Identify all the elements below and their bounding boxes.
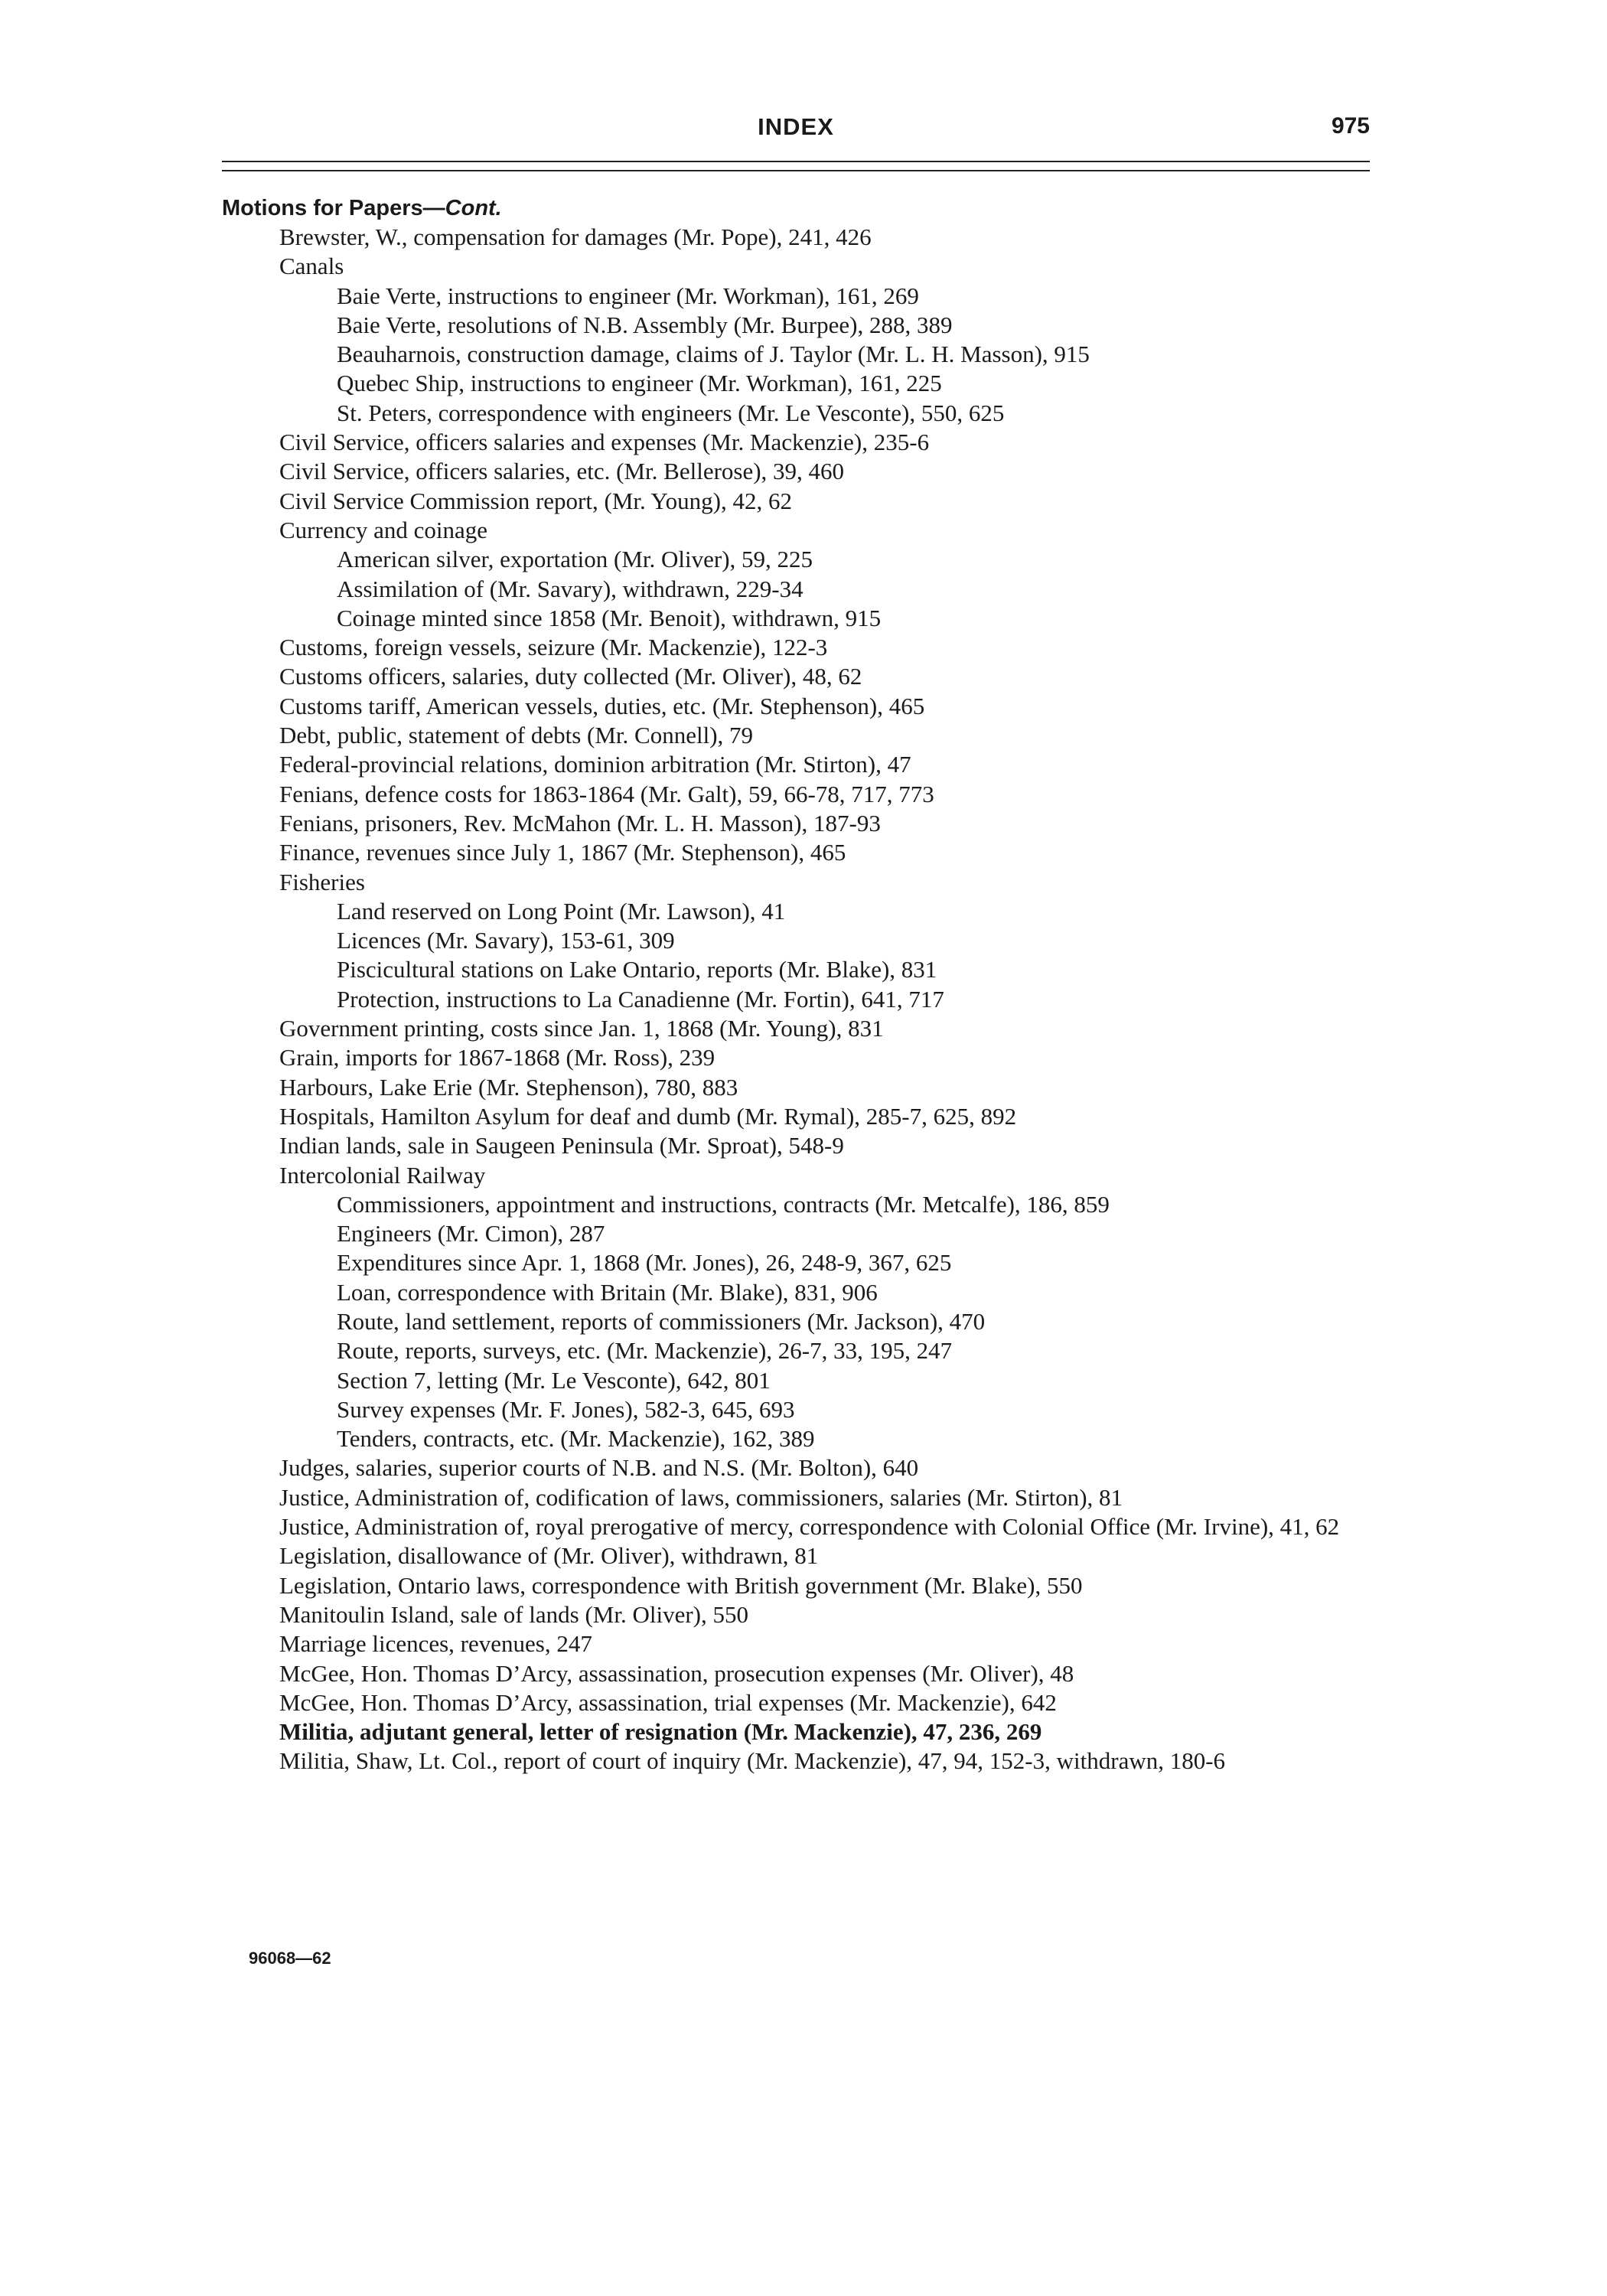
index-entry: Fisheries (279, 868, 365, 895)
index-entry: Justice, Administration of, codification of laws, commissioners, salaries (Mr. Stirton), 81 (279, 1483, 1123, 1511)
index-entry: St. Peters, correspondence with engineers (Mr. Le Vesconte), 550, 625 (337, 399, 1005, 426)
index-entry: Manitoulin Island, sale of lands (Mr. Oliver), 550 (279, 1600, 749, 1628)
index-entry: Justice, Administration of, royal prerogative of mercy, correspondence with Colonial Office (Mr. Irvine), 41, 62 (279, 1513, 1340, 1541)
index-entry: Federal-provincial relations, dominion arbitration (Mr. Stirton), 47 (279, 751, 911, 778)
index-entry: Route, land settlement, reports of commissioners (Mr. Jackson), 470 (337, 1307, 986, 1335)
index-entry: Baie Verte, resolutions of N.B. Assembly (Mr. Burpee), 288, 389 (337, 311, 953, 338)
index-entry: Quebec Ship, instructions to engineer (Mr. Workman), 161, 225 (337, 370, 942, 397)
index-entry: Loan, correspondence with Britain (Mr. Blake), 831, 906 (337, 1278, 878, 1306)
index-entry: Civil Service, officers salaries, etc. (Mr. Bellerose), 39, 460 (279, 458, 845, 485)
index-entry: Hospitals, Hamilton Asylum for deaf and dumb (Mr. Rymal), 285-7, 625, 892 (279, 1102, 1017, 1130)
index-entry: Customs officers, salaries, duty collected (Mr. Oliver), 48, 62 (279, 663, 862, 690)
page-number: 975 (1331, 113, 1370, 139)
index-entry: Currency and coinage (279, 516, 487, 543)
index-entry: American silver, exportation (Mr. Oliver), 59, 225 (337, 546, 813, 573)
printer-code: 96068—62 (249, 1949, 331, 1968)
index-entry: Tenders, contracts, etc. (Mr. Mackenzie), 162, 389 (337, 1425, 815, 1453)
index-entry: Fenians, defence costs for 1863-1864 (Mr. Galt), 59, 66-78, 717, 773 (279, 780, 934, 807)
index-entry: Customs tariff, American vessels, duties, etc. (Mr. Stephenson), 465 (279, 692, 925, 719)
section-heading (222, 194, 1370, 223)
index-entry: Beauharnois, construction damage, claims of J. Taylor (Mr. L. H. Masson), 915 (337, 341, 1090, 368)
index-entry: Militia, Shaw, Lt. Col., report of court of inquiry (Mr. Mackenzie), 47, 94, 152-3, withdrawn, 180-6 (279, 1747, 1226, 1775)
index-entry: Grain, imports for 1867-1868 (Mr. Ross), 239 (279, 1044, 715, 1071)
header-rule-top (222, 161, 1370, 162)
index-entry: Land reserved on Long Point (Mr. Lawson), 41 (337, 897, 786, 925)
index-entry: Brewster, W., compensation for damages (Mr. Pope), 241, 426 (279, 223, 872, 250)
index-entries (222, 194, 1370, 1776)
entry-list (222, 223, 1370, 1776)
index-entry: Piscicultural stations on Lake Ontario, reports (Mr. Blake), 831 (337, 956, 937, 983)
index-entry: Harbours, Lake Erie (Mr. Stephenson), 780, 883 (279, 1073, 738, 1101)
index-entry: Customs, foreign vessels, seizure (Mr. Mackenzie), 122-3 (279, 634, 828, 661)
index-entry: Licences (Mr. Savary), 153-61, 309 (337, 927, 675, 954)
index-entry: Civil Service Commission report, (Mr. Young), 42, 62 (279, 487, 792, 514)
index-entry: Indian lands, sale in Saugeen Peninsula (Mr. Sproat), 548-9 (279, 1132, 844, 1159)
index-entry: Government printing, costs since Jan. 1, 1868 (Mr. Young), 831 (279, 1015, 884, 1042)
index-entry: Legislation, disallowance of (Mr. Oliver), withdrawn, 81 (279, 1542, 819, 1570)
index-entry: Baie Verte, instructions to engineer (Mr. Workman), 161, 269 (337, 282, 919, 309)
index-entry: Engineers (Mr. Cimon), 287 (337, 1220, 605, 1247)
index-entry: Commissioners, appointment and instructions, contracts (Mr. Metcalfe), 186, 859 (337, 1190, 1110, 1218)
index-entry: Coinage minted since 1858 (Mr. Benoit), withdrawn, 915 (337, 604, 882, 631)
index-entry: Militia, adjutant general, letter of resignation (Mr. Mackenzie), 47, 236, 269 (279, 1718, 1042, 1746)
index-entry: Protection, instructions to La Canadienne (Mr. Fortin), 641, 717 (337, 985, 944, 1013)
index-entry: Expenditures since Apr. 1, 1868 (Mr. Jones), 26, 248-9, 367, 625 (337, 1249, 952, 1277)
section-title: Motions for Papers— (222, 196, 445, 220)
index-entry: Judges, salaries, superior courts of N.B. and N.S. (Mr. Bolton), 640 (279, 1454, 919, 1482)
section-continued: Cont. (445, 196, 502, 220)
page-title: INDEX (758, 113, 834, 140)
index-entry: Route, reports, surveys, etc. (Mr. Mackenzie), 26-7, 33, 195, 247 (337, 1337, 953, 1365)
index-entry: Fenians, prisoners, Rev. McMahon (Mr. L. H. Masson), 187-93 (279, 809, 881, 837)
running-head (222, 113, 1370, 144)
index-entry: Debt, public, statement of debts (Mr. Connell), 79 (279, 722, 754, 749)
index-entry: Section 7, letting (Mr. Le Vesconte), 642, 801 (337, 1366, 771, 1394)
index-entry: McGee, Hon. Thomas D’Arcy, assassination, trial expenses (Mr. Mackenzie), 642 (279, 1688, 1057, 1716)
index-entry: Marriage licences, revenues, 247 (279, 1630, 592, 1658)
index-entry: Assimilation of (Mr. Savary), withdrawn, 229-34 (337, 575, 804, 602)
index-entry: Finance, revenues since July 1, 1867 (Mr. Stephenson), 465 (279, 839, 846, 866)
index-entry: Intercolonial Railway (279, 1161, 486, 1189)
index-entry: Civil Service, officers salaries and expenses (Mr. Mackenzie), 235-6 (279, 429, 930, 456)
index-entry: Survey expenses (Mr. F. Jones), 582-3, 645, 693 (337, 1395, 795, 1423)
header-rule-bottom (222, 170, 1370, 171)
index-entry: McGee, Hon. Thomas D’Arcy, assassination, prosecution expenses (Mr. Oliver), 48 (279, 1659, 1074, 1687)
index-entry: Canals (279, 253, 344, 280)
index-entry: Legislation, Ontario laws, correspondence with British government (Mr. Blake), 550 (279, 1571, 1083, 1599)
